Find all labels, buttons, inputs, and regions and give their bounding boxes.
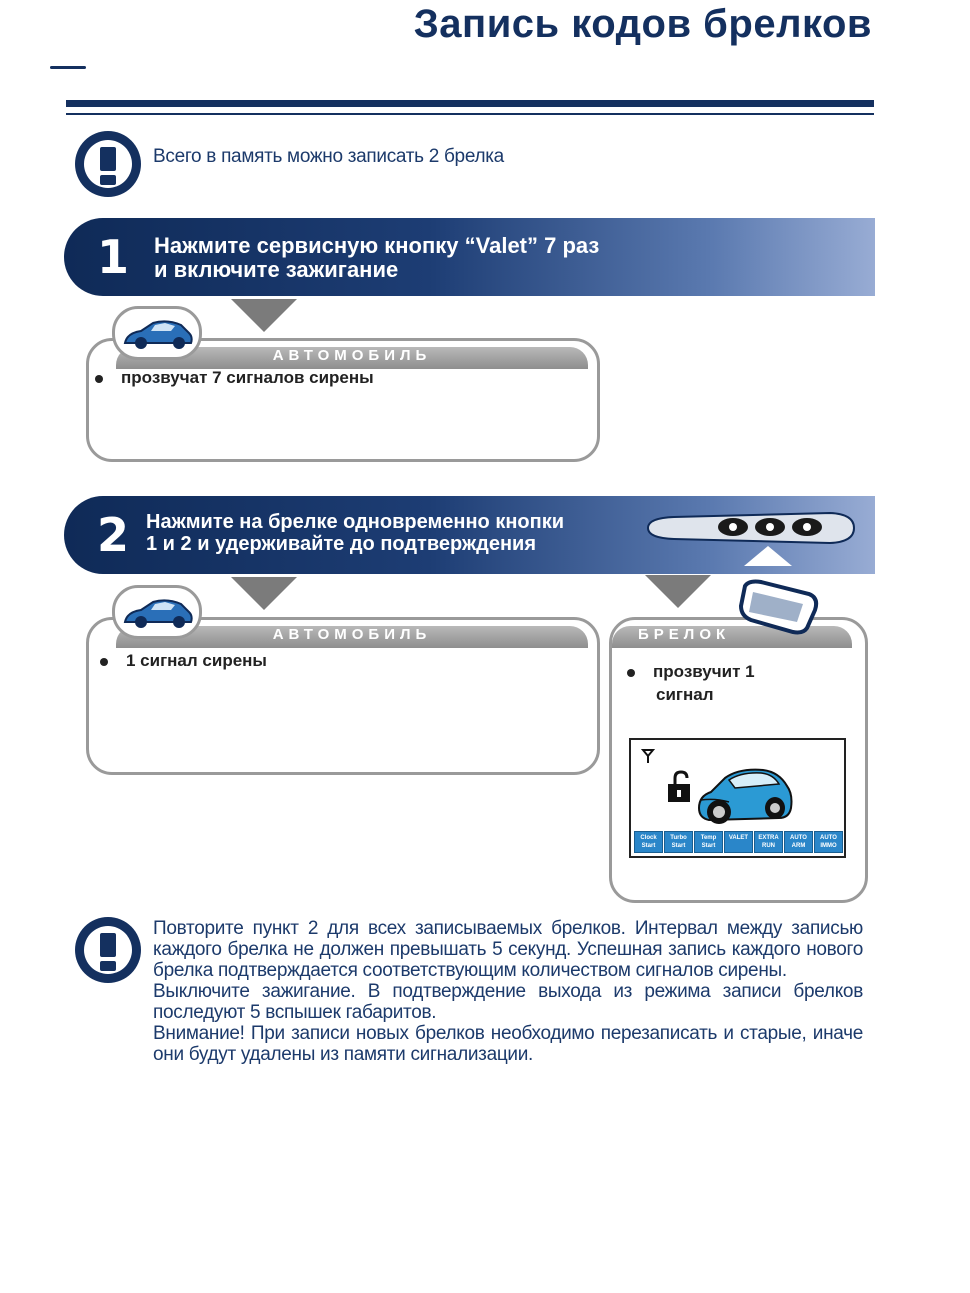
fob-icon <box>737 576 823 638</box>
step-2-instruction <box>146 511 564 555</box>
exclamation-icon <box>75 917 141 983</box>
lcd-mode-label: VALET <box>728 835 749 841</box>
note-paragraph-warning: Внимание! При записи новых брелков необходимо перезаписать и старые, иначе они будут удалены из памяти сигнализации. <box>153 1023 863 1065</box>
car-signal-text-2: 1 сигнал сирены <box>126 651 267 670</box>
lcd-mode-label: Start <box>671 843 686 849</box>
lcd-mode-label: EXTRA <box>758 835 779 841</box>
exclamation-icon <box>75 131 141 197</box>
lcd-mode-label: Temp <box>700 835 717 841</box>
header-rule-thin <box>66 113 874 115</box>
car-box-header: АВТОМОБИЛЬ <box>116 347 588 369</box>
arrow-down-icon <box>231 577 297 610</box>
note-paragraph-ignition: Выключите зажигание. В подтверждение выхода из режима записи брелков последуют 5 вспышек габаритов. <box>153 981 863 1023</box>
car-signal-text-1: прозвучат 7 сигналов сирены <box>121 368 374 387</box>
bullet-icon <box>100 658 108 666</box>
step-1-line-2: и включите зажигание <box>154 257 399 282</box>
unlock-icon <box>665 770 695 804</box>
car-icon <box>115 588 199 636</box>
lcd-mode-label: AUTO <box>820 835 837 841</box>
lcd-mode-label: Start <box>641 843 656 849</box>
arrow-down-icon <box>231 299 297 332</box>
list-item <box>95 366 374 389</box>
lcd-mode-icon <box>754 831 783 853</box>
header-rule <box>66 100 874 107</box>
car-icon-badge <box>112 585 202 639</box>
lcd-mode-label: AUTO <box>790 835 807 841</box>
fob-signal-text-line-2: сигнал <box>656 685 714 704</box>
lcd-mode-icon <box>694 831 723 853</box>
decor-tick <box>50 66 86 69</box>
list-item <box>627 660 755 706</box>
lcd-mode-label: Clock <box>640 835 657 841</box>
note-paragraph-repeat: Повторите пункт 2 для всех записываемых брелков. Интервал между записью каждого брелка не должен превышать 5 секунд. Успешная запись каждого нового брелка подтверждается соответствующим количеством сигналов сирены. <box>153 918 863 981</box>
lcd-mode-label: Start <box>701 843 716 849</box>
lcd-mode-icon <box>814 831 843 853</box>
fob-box-header: БРЕЛОК <box>612 626 852 648</box>
car-display-icon <box>695 764 795 830</box>
step-2-line-2: 1 и 2 и удерживайте до подтверждения <box>146 533 536 555</box>
note-instructions <box>153 918 863 1065</box>
step-2-number: 2 <box>97 508 130 562</box>
lcd-mode-label: Turbo <box>670 835 687 841</box>
lcd-mode-icon <box>664 831 693 853</box>
step-2-line-1: Нажмите на брелке одновременно кнопки <box>146 511 565 533</box>
key-fob-remote-icon <box>644 508 858 548</box>
fob-lcd-display <box>629 738 846 858</box>
lcd-mode-label: IMMO <box>820 843 837 849</box>
car-box-header: АВТОМОБИЛЬ <box>116 626 588 648</box>
note-memory-limit: Всего в память можно записать 2 брелка <box>153 146 504 167</box>
lcd-mode-label: ARM <box>791 843 806 849</box>
car-icon <box>115 309 199 357</box>
step-1-instruction <box>154 234 599 282</box>
step-1-line-1: Нажмите сервисную кнопку “Valet” 7 раз <box>154 233 600 258</box>
page-title: Запись кодов брелков <box>413 2 872 46</box>
pointer-up-icon <box>744 546 792 566</box>
antenna-icon <box>641 748 655 764</box>
lcd-mode-icon <box>724 831 753 853</box>
lcd-mode-label: RUN <box>762 843 775 849</box>
bullet-icon <box>95 375 103 383</box>
list-item <box>100 649 267 672</box>
step-1-number: 1 <box>97 230 130 284</box>
car-icon-badge <box>112 306 202 360</box>
arrow-down-icon <box>645 575 711 608</box>
fob-signal-text-line-1: прозвучит 1 <box>653 662 755 681</box>
bullet-icon <box>627 669 635 677</box>
lcd-mode-icon <box>784 831 813 853</box>
lcd-mode-icon <box>634 831 663 853</box>
